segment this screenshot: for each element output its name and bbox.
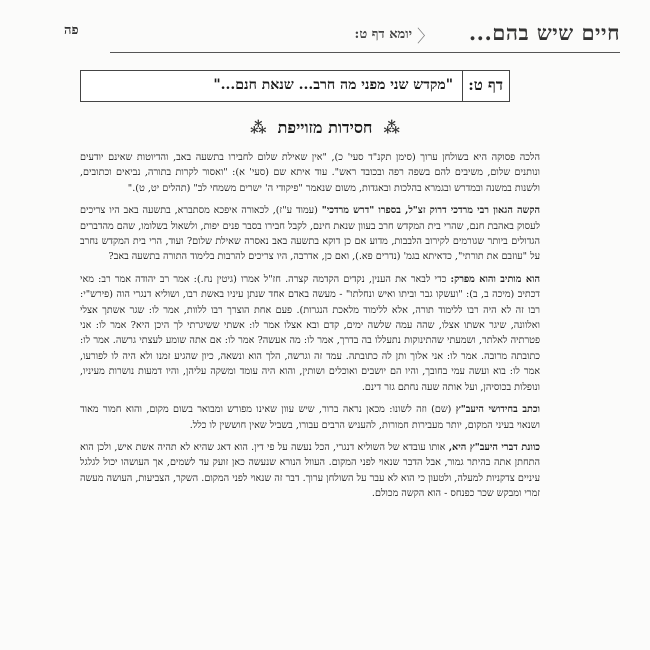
daf-box-divider xyxy=(462,71,463,101)
chevron-left-icon: 〈 xyxy=(417,27,434,47)
paragraph-lead: הוא מותיב והוא מפרק: xyxy=(450,273,541,285)
paragraph-text: אותו עובדא של השוליא דנגרי, הכל נעשה על פי דין. הוא דאג שהיא לא תהיה אשת איש, ולכן הוא התחתן אתה בהיתר גמור, אבל הדבר שנאוי לפני המקום. העוול הנורא שנעשה כאן זועק עד לשמים, אך העושהו יכול לגלגל עיניים צדקניות למעלה, ולטעון כי הוא לא עבר על השולחן ערוך. דבר זה שנאוי לפני המקום. השקר, הצביעות, העושה מעשה זמרי ומבקש שכר כפנחס - הוא הקשה מכולם. xyxy=(80,441,540,500)
paragraph-lead: כוונת דברי היעב"ץ היא, xyxy=(448,441,540,453)
page-number: פה xyxy=(64,23,79,38)
header-divider xyxy=(110,52,620,53)
daf-quote: "מקדש שני מפני מה חרב... שנאת חנם..." xyxy=(213,77,453,93)
daf-quote-box xyxy=(80,70,510,102)
paragraph xyxy=(80,203,540,265)
paragraph xyxy=(80,440,540,502)
daf-label: דף ט: xyxy=(468,76,503,94)
ornament-icon: ⁂ xyxy=(250,118,267,137)
paragraph-text: הלכה פסוקה היא בשולחן ערוך (סימן תקנ"ד סעי' כ), "אין שאילת שלום לחבירו בתשעה באב, והדיוטות שאינם יודעים ונותנים שלום, משיבים להם בשפה רפה ובכובד ראש". עוד איתא שם (סעי' א): "ואסור לקרות בתורה, נביאים וכתובים, ולשנות במשנה ובמדרש ובגמרא בהלכות ובאגדות, משום שנאמר "פיקודי ה' ישרים משמחי לב" (תהלים יט, ט)." xyxy=(80,152,540,194)
article-body xyxy=(80,150,540,509)
running-header xyxy=(110,18,620,56)
header-subtitle: יומא דף ט: xyxy=(354,27,412,42)
ornament-icon: ⁂ xyxy=(383,118,400,137)
paragraph xyxy=(80,150,540,196)
paragraph-lead: וכתב בחידושי היעב"ץ xyxy=(455,404,540,416)
paragraph-text: (שם) וזה לשונו: מכאן נראה ברור, שיש עוון שאינו מפורש ומבואר בשום מקום, והוא חמור מאוד ושנאוי בעיני המקום, יותר מעבירות חמורות, להעניש הרבים עבורו, בשביל שאין חוששין לו כלל. xyxy=(80,404,540,431)
paragraph-text: כדי לבאר את הענין, נקדים הקדמה קצרה. חז"ל אמרו (גיטין נח.): אמר רב יהודה אמר רב: מאי דכתיב (מיכה ב, ב): "ועשקו גבר וביתו ואיש ונחלתו" - מעשה באדם אחד שנתן עיניו באשת רבו, ושוליא דנגרי הוה (פירש"י: רבו זה לא היה רבו ללימוד תורה, אלא ללימוד מלאכת הנגרות). פעם אחת הוצרך רבו ללוות, אמר לו: שגר אשתך אצלי ואלוונה, שיגר אשתו אצלו, שהה עמה שלשה ימים, קדם ובא אצלו אמר לו: אשתי ששיגרתי לך היכן היא? אמר לו: אני פטרתיה לאלתר, ושמעתי שהתינוקות נתעללו בה בדרך, אמר לו: מה אעשה? אמר לו: אם אתה שומע לעצתי גרשה. אמר לו: כתובתה מרובה. אמר לו: אני אלוך ותן לה כתובתה. עמד זה וגרשה, הלך הוא ונשאה, כיון שהגיע זמנו ולא היה לו לפורעו, אמר לו: בוא ועשה עמי בחובך, והיו הם יושבים ואוכלים ושותין, והוא היה עומד ומשקה עליהן, והיו דמעות נושרות מעיניו, ונופלות בכוסיהן, ועל אותה שעה נחתם גזר דינם. xyxy=(80,273,540,393)
section-title: חסידות מזוייפת xyxy=(277,118,373,137)
paragraph xyxy=(80,402,540,433)
header-title: חיים שיש בהם... xyxy=(468,20,620,45)
paragraph-lead: הקשה הגאון רבי מרדכי דרוק זצ"ל, בספרו "דרש מרדכי" xyxy=(321,205,540,217)
paragraph xyxy=(80,272,540,395)
paragraph-text: (עמוד ע"ז), לכאורה איפכא מסתברא, בתשעה באב היו צריכים לעסוק באהבת חנם, שהרי בית המקדש חרב בעוון שנאת חינם, לקבל חבירו בסבר פנים יפות, ולשאול בשלומו, שהם מהדברים הגדולים ביותר שגורמים לקירוב הלבבות, מדוע אם כן דוקא בתשעה באב נאסרה שאילת שלום? ועוד, הרי בית המקדש נחרב על "עוזבם את תורתי", כדאיתא בגמ' (נדרים פא.), ואם כן, אדרבה, היו צריכים להרבות בלימוד התורה בתשעה באב? xyxy=(80,205,540,263)
section-heading xyxy=(0,118,650,138)
